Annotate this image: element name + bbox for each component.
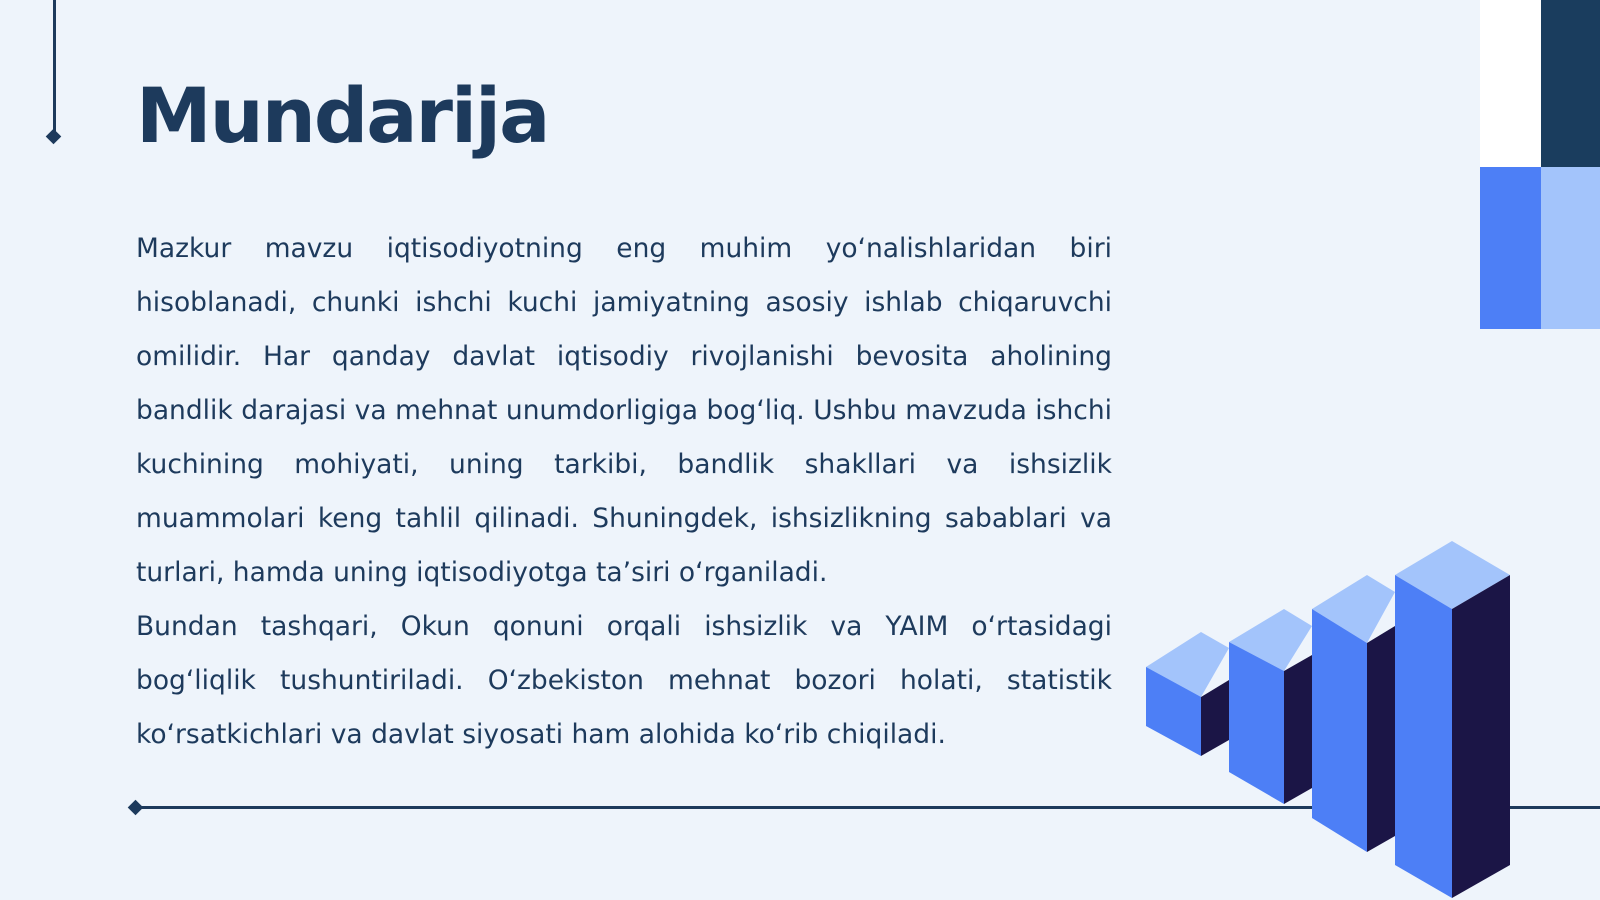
body-paragraph-2: Bundan tashqari, Okun qonuni orqali ishsizlik va YAIM o‘rtasidagi bog‘liqlik tushuntiriladi. O‘zbekiston mehnat bozori holati, statistik ko‘rsatkichlari va davlat siyosati ham alohida ko‘rib chiqiladi. (136, 611, 1112, 750)
slide-title: Mundarija (136, 71, 549, 160)
body-paragraph-1: Mazkur mavzu iqtisodiyotning eng muhim yo‘nalishlaridan biri hisoblanadi, chunki ishchi kuchi jamiyatning asosiy ishlab chiqaruvchi omilidir. Har qanday davlat iqtisodiy rivojlanishi bevosita aholining bandlik darajasi va mehnat unumdorligiga bog‘liq. Ushbu mavzuda ishchi kuchining mohiyati, uning tarkibi, bandlik shakllari va ishsizlik muammolari keng tahlil qilinadi. Shuningdek, ishsizlikning sabablari va turlari, hamda uning iqtisodiyotga ta’siri o‘rganiladi. (136, 233, 1112, 588)
bar-cube-3 (1312, 575, 1395, 852)
bar-cube-4 (1395, 541, 1510, 898)
bar-cube-1 (1146, 632, 1229, 756)
bar-cube-2 (1229, 609, 1312, 804)
